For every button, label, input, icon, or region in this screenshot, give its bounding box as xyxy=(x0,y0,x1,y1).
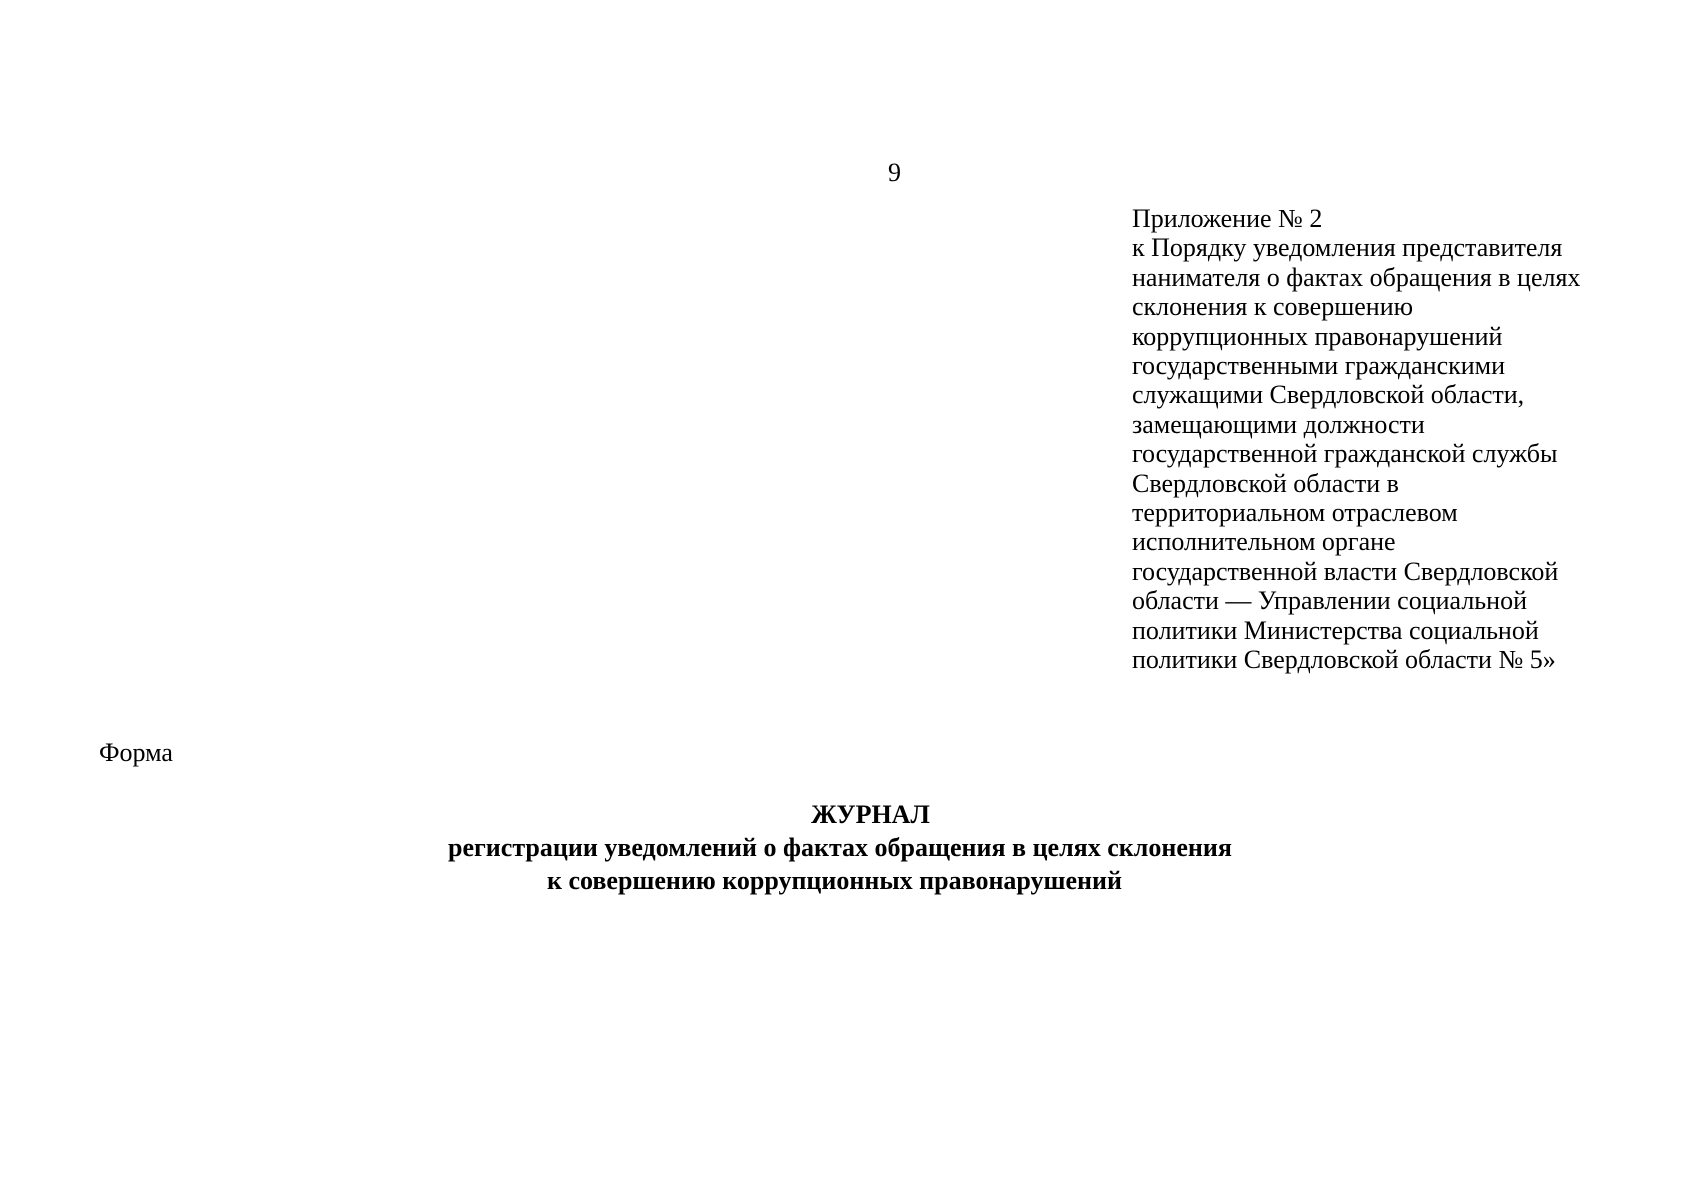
journal-subtitle-line-2: к совершению коррупционных правонарушений xyxy=(547,866,1122,895)
appendix-line: государственной власти Свердловской xyxy=(1132,556,1559,586)
appendix-line: исполнительном органе xyxy=(1132,527,1396,557)
appendix-title: Приложение № 2 xyxy=(1132,204,1323,233)
page-number: 9 xyxy=(888,158,901,187)
appendix-line: области — Управлении социальной xyxy=(1132,586,1527,616)
appendix-line: политики Свердловской области № 5» xyxy=(1132,645,1556,675)
appendix-line: служащими Свердловской области, xyxy=(1132,380,1525,410)
appendix-line: замещающими должности xyxy=(1132,409,1425,439)
form-label: Форма xyxy=(99,738,173,767)
appendix-line: политики Министерства социальной xyxy=(1132,615,1539,645)
appendix-line: государственными гражданскими xyxy=(1132,351,1506,381)
appendix-block xyxy=(1132,204,1672,675)
journal-heading: ЖУРНАЛ xyxy=(811,800,930,829)
journal-title-block xyxy=(0,798,1697,897)
appendix-line: склонения к совершению xyxy=(1132,292,1414,322)
appendix-line: к Порядку уведомления представителя xyxy=(1132,233,1563,263)
journal-subtitle-line-1: регистрации уведомлений о фактах обращения в целях склонения xyxy=(448,833,1232,862)
appendix-line: Свердловской области в xyxy=(1132,468,1399,498)
appendix-line: государственной гражданской службы xyxy=(1132,439,1558,469)
appendix-line: территориальном отраслевом xyxy=(1132,498,1458,528)
appendix-line: коррупционных правонарушений xyxy=(1132,321,1503,351)
appendix-line: нанимателя о фактах обращения в целях xyxy=(1132,262,1581,292)
